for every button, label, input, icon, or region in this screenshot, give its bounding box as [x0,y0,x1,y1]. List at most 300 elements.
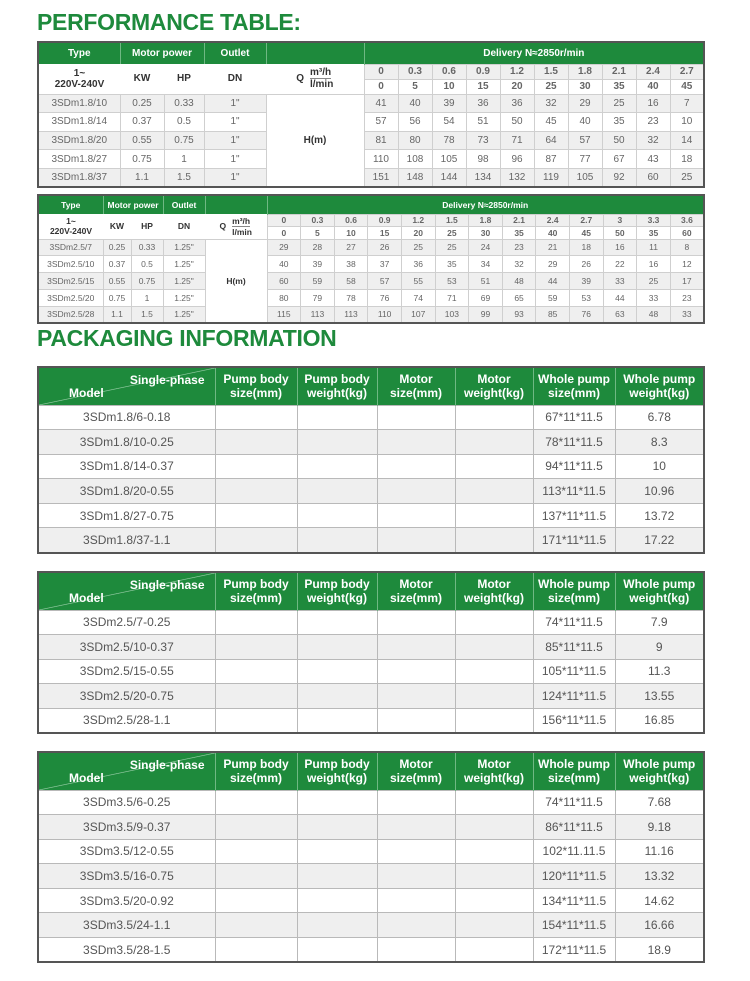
q-wrap [266,67,364,90]
model-name: 3SDm3.5/20-0.92 [38,888,215,913]
model-label: Model [69,770,104,785]
head-value: 99 [469,306,503,323]
whole-pump-weight: 7.68 [615,790,704,815]
model-name: 3SDm3.5/6-0.25 [38,790,215,815]
power-kw: 0.55 [103,273,131,290]
q-lmin-value: 30 [568,79,602,94]
whole-pump-weight: 8.3 [615,430,704,455]
power-hp: 1 [131,289,163,306]
q-lmin-value: 30 [469,227,503,240]
head-value: 48 [637,306,671,323]
motor-size-empty [377,888,455,913]
pump-body-size-empty [215,635,297,660]
head-value: 74 [401,289,435,306]
whole-pump-weight: 10 [615,454,704,479]
voltage-range: 220V-240V [54,78,105,90]
pump-body-weight-header [297,572,377,610]
voltage-phase: 1~ [73,67,86,79]
whole-pump-size: 120*11*11.5 [533,864,615,889]
power-kw: 1.1 [120,168,164,187]
power-hp: 0.33 [164,94,204,113]
whole-pump-size: 105*11*11.5 [533,659,615,684]
pump-body-weight-header-line2: weight(kg) [307,591,367,606]
q-m3h-value: 0.9 [368,214,402,227]
head-value: 71 [435,289,469,306]
whole-pump-size: 172*11*11.5 [533,938,615,963]
pump-body-weight-empty [297,913,377,938]
motor-weight-header-line2: weight(kg) [464,591,524,606]
single-phase-label: Single-phase [129,373,205,387]
whole-pump-size: 113*11*11.5 [533,479,615,504]
motor-size-header [377,367,455,405]
col-type-header: Type [38,42,120,64]
head-value: 113 [301,306,335,323]
table-row [38,839,704,864]
subheader-row [38,214,704,227]
model-name: 3SDm3.5/28-1.5 [38,938,215,963]
table-row [38,708,704,733]
head-value: 48 [502,273,536,290]
motor-weight-header-line2: weight(kg) [464,386,524,401]
motor-size-header-line2: size(mm) [389,386,442,401]
head-value: 36 [500,94,534,113]
whole-pump-weight-header-line1: Whole pump [623,577,696,592]
power-hp: 0.75 [164,131,204,150]
whole-pump-weight-header [615,572,704,610]
model-name: 3SDm2.5/10-0.37 [38,635,215,660]
head-value: 43 [636,150,670,169]
table-row [38,306,704,323]
power-hp: 0.75 [131,273,163,290]
unit-lmin: l/min [232,226,252,237]
power-kw: 0.25 [120,94,164,113]
head-value: 23 [502,239,536,256]
table-row [38,239,704,256]
q-lmin-value: 5 [301,227,335,240]
power-kw: 0.37 [103,256,131,273]
motor-size-empty [377,610,455,635]
table-row [38,790,704,815]
q-lmin-value: 0 [267,227,301,240]
q-m3h-value: 3 [603,214,637,227]
pump-body-size-empty [215,888,297,913]
pump-body-weight-empty [297,430,377,455]
table-row [38,938,704,963]
motor-weight-header [455,572,533,610]
motor-weight-empty [455,454,533,479]
head-value: 50 [602,131,636,150]
header-row [38,367,704,405]
power-kw: 0.75 [103,289,131,306]
whole-pump-weight: 14.62 [615,888,704,913]
q-lmin-value: 60 [670,227,704,240]
q-m3h-value: 2.1 [502,214,536,227]
q-lmin-value: 40 [636,79,670,94]
q-flow-label [205,214,267,239]
head-value: 40 [398,94,432,113]
q-m3h-value: 3.3 [637,214,671,227]
pump-body-weight-empty [297,635,377,660]
head-value: 96 [500,150,534,169]
head-value: 32 [534,94,568,113]
q-m3h-value: 2.4 [636,64,670,79]
motor-weight-empty [455,815,533,840]
head-value: 59 [301,273,335,290]
q-m3h-value: 2.1 [602,64,636,79]
motor-size-empty [377,454,455,479]
pump-type: 3SDm2.5/7 [38,239,103,256]
whole-pump-weight: 18.9 [615,938,704,963]
head-value: 40 [568,113,602,132]
pump-type: 3SDm2.5/10 [38,256,103,273]
pump-type: 3SDm1.8/10 [38,94,120,113]
motor-size-empty [377,815,455,840]
head-value: 73 [466,131,500,150]
model-name: 3SDm2.5/20-0.75 [38,684,215,709]
whole-pump-size: 154*11*11.5 [533,913,615,938]
head-value: 25 [602,94,636,113]
power-hp: 0.5 [131,256,163,273]
q-lmin-value: 0 [364,79,398,94]
head-value: 78 [432,131,466,150]
whole-pump-size: 134*11*11.5 [533,888,615,913]
performance-table-2 [37,194,705,324]
head-value: 134 [466,168,500,187]
pump-body-weight-empty [297,610,377,635]
whole-pump-size-header-line1: Whole pump [538,372,610,387]
head-value: 32 [502,256,536,273]
pump-body-size-empty [215,790,297,815]
model-name: 3SDm3.5/12-0.55 [38,839,215,864]
head-value: 151 [364,168,398,187]
head-value: 17 [670,273,704,290]
head-value: 76 [569,306,603,323]
table-row [38,289,704,306]
motor-weight-empty [455,684,533,709]
motor-weight-empty [455,405,533,430]
q-m3h-value: 3.6 [670,214,704,227]
col-type-header: Type [38,195,103,214]
head-value: 40 [267,256,301,273]
q-lmin-value: 50 [603,227,637,240]
whole-pump-size-header-line1: Whole pump [538,577,610,592]
table-row [38,273,704,290]
header-row [38,752,704,790]
head-value: 80 [398,131,432,150]
header-row [38,572,704,610]
pump-body-size-header-line1: Pump body [223,757,289,772]
head-value: 81 [364,131,398,150]
head-value: 14 [670,131,704,150]
pump-body-size-empty [215,405,297,430]
power-kw: 1.1 [103,306,131,323]
head-value: 25 [401,239,435,256]
pump-body-weight-empty [297,790,377,815]
motor-size-header-line2: size(mm) [389,591,442,606]
whole-pump-size: 78*11*11.5 [533,430,615,455]
outlet-dn: 1" [204,113,266,132]
q-m3h-value: 0.3 [301,214,335,227]
head-value: 98 [466,150,500,169]
pump-type: 3SDm1.8/27 [38,150,120,169]
whole-pump-weight: 16.85 [615,708,704,733]
header-row [38,195,704,214]
head-value: 51 [466,113,500,132]
q-units [232,216,252,237]
head-value: 76 [368,289,402,306]
q-flow-label [266,64,364,94]
q-lmin-value: 15 [466,79,500,94]
head-value: 26 [569,256,603,273]
pump-body-weight-empty [297,938,377,963]
whole-pump-weight-header-line1: Whole pump [623,372,696,387]
head-value: 50 [500,113,534,132]
table-row [38,888,704,913]
model-name: 3SDm3.5/16-0.75 [38,864,215,889]
head-value: 51 [469,273,503,290]
head-value: 35 [435,256,469,273]
head-value: 39 [301,256,335,273]
head-value: 108 [398,150,432,169]
whole-pump-size: 74*11*11.5 [533,790,615,815]
whole-pump-size-header [533,367,615,405]
kw-label: KW [120,64,164,94]
pump-body-size-empty [215,864,297,889]
table-row [38,913,704,938]
whole-pump-size-header-line2: size(mm) [547,591,600,606]
head-value: 35 [602,113,636,132]
pump-type: 3SDm2.5/28 [38,306,103,323]
whole-pump-weight: 9.18 [615,815,704,840]
q-m3h-value: 0 [267,214,301,227]
whole-pump-size: 156*11*11.5 [533,708,615,733]
model-phase-header [38,752,215,790]
whole-pump-size: 137*11*11.5 [533,503,615,528]
head-value: 107 [401,306,435,323]
pump-type: 3SDm1.8/37 [38,168,120,187]
head-value: 57 [364,113,398,132]
q-units [310,67,333,90]
col-delivery-header: Delivery N≈2850r/min [364,42,704,64]
outlet-dn: 1" [204,94,266,113]
head-value: 7 [670,94,704,113]
single-phase-label: Single-phase [129,758,205,772]
head-value: 23 [670,289,704,306]
head-value: 18 [569,239,603,256]
head-value: 79 [301,289,335,306]
motor-weight-empty [455,503,533,528]
whole-pump-weight-header-line1: Whole pump [623,757,696,772]
motor-weight-empty [455,864,533,889]
table-row [38,131,704,150]
table-row [38,430,704,455]
motor-size-empty [377,938,455,963]
motor-size-empty [377,430,455,455]
head-label: H(m) [266,94,364,187]
head-value: 27 [334,239,368,256]
pump-body-weight-empty [297,659,377,684]
whole-pump-weight-header-line2: weight(kg) [629,771,690,786]
motor-size-empty [377,405,455,430]
head-value: 37 [368,256,402,273]
motor-weight-empty [455,479,533,504]
pump-body-size-empty [215,659,297,684]
model-name: 3SDm1.8/27-0.75 [38,503,215,528]
pump-body-weight-empty [297,684,377,709]
head-value: 56 [398,113,432,132]
whole-pump-weight: 10.96 [615,479,704,504]
motor-weight-header-line2: weight(kg) [464,771,524,786]
unit-m3h: m³/h [309,67,332,79]
model-name: 3SDm1.8/37-1.1 [38,528,215,553]
head-value: 64 [534,131,568,150]
whole-pump-size-header [533,752,615,790]
head-value: 53 [569,289,603,306]
q-m3h-value: 0.6 [334,214,368,227]
head-value: 44 [603,289,637,306]
whole-pump-weight: 13.72 [615,503,704,528]
motor-size-empty [377,503,455,528]
col-outlet-header: Outlet [163,195,205,214]
whole-pump-size: 102*11.11.5 [533,839,615,864]
pump-body-weight-empty [297,528,377,553]
head-value: 10 [670,113,704,132]
model-name: 3SDm3.5/24-1.1 [38,913,215,938]
head-value: 148 [398,168,432,187]
head-value: 58 [334,273,368,290]
head-value: 55 [401,273,435,290]
pump-body-size-empty [215,503,297,528]
head-value: 18 [670,150,704,169]
packaging-table-1 [37,366,705,554]
head-value: 25 [435,239,469,256]
head-value: 54 [432,113,466,132]
pump-body-size-empty [215,610,297,635]
pump-body-size-empty [215,913,297,938]
pump-body-size-empty [215,479,297,504]
voltage-label [38,214,103,239]
q-lmin-value: 10 [334,227,368,240]
power-hp: 1 [164,150,204,169]
head-value: 29 [568,94,602,113]
head-value: 29 [267,239,301,256]
q-lmin-value: 35 [602,79,636,94]
motor-weight-empty [455,528,533,553]
head-value: 41 [364,94,398,113]
head-value: 103 [435,306,469,323]
model-name: 3SDm2.5/7-0.25 [38,610,215,635]
head-value: 113 [334,306,368,323]
motor-size-empty [377,479,455,504]
head-value: 87 [534,150,568,169]
pump-body-size-header-line2: size(mm) [229,591,282,606]
motor-size-empty [377,790,455,815]
head-value: 110 [364,150,398,169]
head-value: 39 [569,273,603,290]
model-name: 3SDm2.5/15-0.55 [38,659,215,684]
head-value: 67 [602,150,636,169]
head-value: 69 [469,289,503,306]
head-value: 8 [670,239,704,256]
table-row [38,168,704,187]
q-lmin-value: 35 [637,227,671,240]
table-row [38,815,704,840]
q-m3h-value: 1.8 [469,214,503,227]
q-lmin-value: 25 [435,227,469,240]
model-label: Model [69,590,104,605]
outlet-dn: 1.25" [163,289,205,306]
whole-pump-weight-header-line2: weight(kg) [629,386,690,401]
pump-body-weight-empty [297,888,377,913]
whole-pump-size: 86*11*11.5 [533,815,615,840]
head-value: 132 [500,168,534,187]
q-m3h-value: 0 [364,64,398,79]
pump-type: 3SDm2.5/15 [38,273,103,290]
whole-pump-size-header-line2: size(mm) [547,771,600,786]
power-hp: 1.5 [164,168,204,187]
pump-body-size-header [215,572,297,610]
head-value: 71 [500,131,534,150]
head-value: 65 [502,289,536,306]
motor-size-header-line1: Motor [399,577,433,592]
outlet-dn: 1" [204,131,266,150]
voltage-label [38,64,120,94]
power-kw: 0.37 [120,113,164,132]
head-value: 115 [267,306,301,323]
model-name: 3SDm1.8/20-0.55 [38,479,215,504]
pump-body-weight-empty [297,864,377,889]
pump-body-weight-header [297,367,377,405]
table-row [38,94,704,113]
pump-body-size-empty [215,684,297,709]
whole-pump-size: 85*11*11.5 [533,635,615,660]
pump-body-weight-header-line2: weight(kg) [307,771,367,786]
performance-table-1 [37,41,705,188]
q-wrap [205,216,267,237]
model-name: 3SDm1.8/6-0.18 [38,405,215,430]
table-row [38,256,704,273]
head-value: 23 [636,113,670,132]
q-m3h-value: 1.2 [500,64,534,79]
head-value: 53 [435,273,469,290]
table-row [38,635,704,660]
motor-weight-empty [455,938,533,963]
pump-body-size-empty [215,708,297,733]
head-value: 12 [670,256,704,273]
head-value: 25 [637,273,671,290]
head-value: 60 [636,168,670,187]
hp-label: HP [131,214,163,239]
pump-body-size-header-line2: size(mm) [229,771,282,786]
unit-m3h: m³/h [232,215,251,226]
power-hp: 1.5 [131,306,163,323]
pump-body-size-header-line1: Pump body [223,372,289,387]
dn-label: DN [204,64,266,94]
model-name: 3SDm3.5/9-0.37 [38,815,215,840]
head-value: 110 [368,306,402,323]
motor-weight-header-line1: Motor [477,372,511,387]
head-value: 77 [568,150,602,169]
q-symbol: Q [296,73,304,85]
pump-body-weight-header-line1: Pump body [304,757,370,772]
table-row [38,503,704,528]
kw-label: KW [103,214,131,239]
voltage-range: 220V-240V [49,226,93,237]
table-row [38,454,704,479]
head-value: 16 [603,239,637,256]
head-label: H(m) [205,239,267,323]
motor-weight-empty [455,635,533,660]
